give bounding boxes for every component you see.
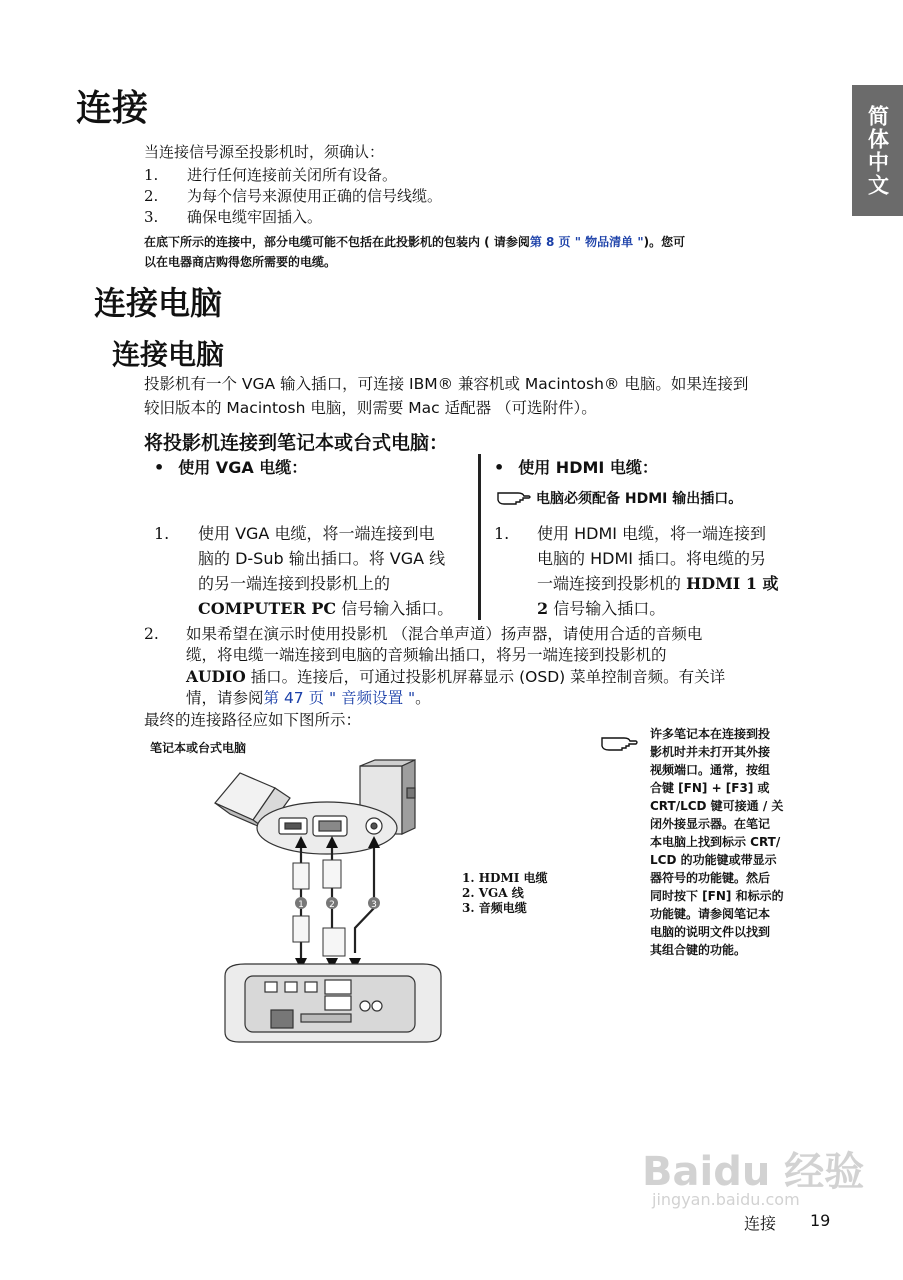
hdmi-bullet: • 使用 HDMI 电缆： [494,458,658,477]
list-item: 2. 为每个信号来源使用正确的信号线缆。 [144,187,443,205]
vga-step: 1. [154,524,170,543]
footer-section-label: 连接 [744,1214,777,1233]
vga-step-text: 使用 VGA 电缆，将一端连接到电 脑的 D-Sub 输出插口。将 VGA 线 的另一端连接到投影机上的 COMPUTER PC 信号输入插口。 [198,524,454,618]
connection-diagram [205,758,455,1054]
hdmi-note: 电脑必须配备 HDMI 输出插口。 [496,487,742,511]
watermark-logo: Baidu 经验 [642,1149,865,1195]
hdmi-step-text: 使用 HDMI 电缆，将一端连接到 电脑的 HDMI 插口。将电缆的另 一端连接到投影机的 HDMI 1 或 2 信号输入插口。 [537,524,779,618]
vga-bullet: • 使用 VGA 电缆： [154,458,308,477]
page-number: 19 [810,1211,831,1230]
list-item: 3. 确保电缆牢固插入。 [144,208,323,226]
watermark-url: jingyan.baidu.com [652,1190,800,1209]
column-divider [478,454,481,620]
cable-note: 在底下所示的连接中，部分电缆可能不包括在此投影机的包装内 ( 请参阅第 8 页 " 物品清单 ")。您可 以在电器商店购得您所需要的电缆。 [144,235,686,269]
legend-item: 3. 音频电缆 [462,901,527,915]
checklist [144,165,442,228]
page47-link[interactable]: 第 47 页 " 音频设置 " [263,689,416,707]
hdmi-step: 1. [494,524,510,543]
page8-link[interactable]: 第 8 页 " 物品清单 " [529,235,644,249]
legend-item: 1. HDMI 电缆 [462,871,548,885]
step2-num: 2. [144,625,159,643]
intro-text: 当连接信号源至投影机时，须确认： [144,143,385,161]
list-item: 1. 进行任何连接前关闭所有设备。 [144,166,398,184]
step2-text: 如果希望在演示时使用投影机 （混合单声道）扬声器，请使用合适的音频电 缆，将电缆一端连接到电脑的音频输出插口，将另一端连接到投影机的 AUDIO 插口。连接后，可通过投影机屏幕显示 (OSD) 菜单控制音频。有关详 情，请参阅第 47 页 " 音频设置 "。 [186,625,726,707]
page-title: 连接 [76,88,149,129]
pointing-hand-icon [496,487,532,511]
diagram-legend [462,871,548,916]
connect-heading: 将投影机连接到笔记本或台式电脑： [144,432,449,454]
laptop-note: 许多笔记本在连接到投 影机时并未打开其外接 视频端口。通常，按组 合键 [FN] + [F3] 或 CRT/LCD 键可接通 / 关 闭外接显示器。在笔记 本电脑上找到标示 CRT/ LCD 的功能键或带显示 器符号的功能键。然后 同时按下 [FN] 和标示的 功能键。请参阅笔记本 电脑的说明文件以找到 其组合键的功能。 [650,727,784,957]
marker-2-label: 2 [329,900,335,910]
description: 投影机有一个 VGA 输入插口，可连接 IBM® 兼容机或 Macintosh® 电脑。如果连接到 较旧版本的 Macintosh 电脑，则需要 Mac 适配器 （可选附件）。 [144,375,749,417]
diagram-label: 笔记本或台式电脑 [150,741,247,755]
marker-1-label: 1 [298,900,304,910]
section-title: 连接电脑 [94,284,223,322]
final-path-text: 最终的连接路径应如下图所示： [144,711,362,729]
subsection-title: 连接电脑 [112,338,225,371]
language-tab[interactable]: 简体中文 [852,85,903,216]
marker-3-label: 3 [371,900,377,910]
projector-icon [225,964,441,1042]
pointing-hand-icon [600,732,640,758]
legend-item: 2. VGA 线 [462,886,524,900]
